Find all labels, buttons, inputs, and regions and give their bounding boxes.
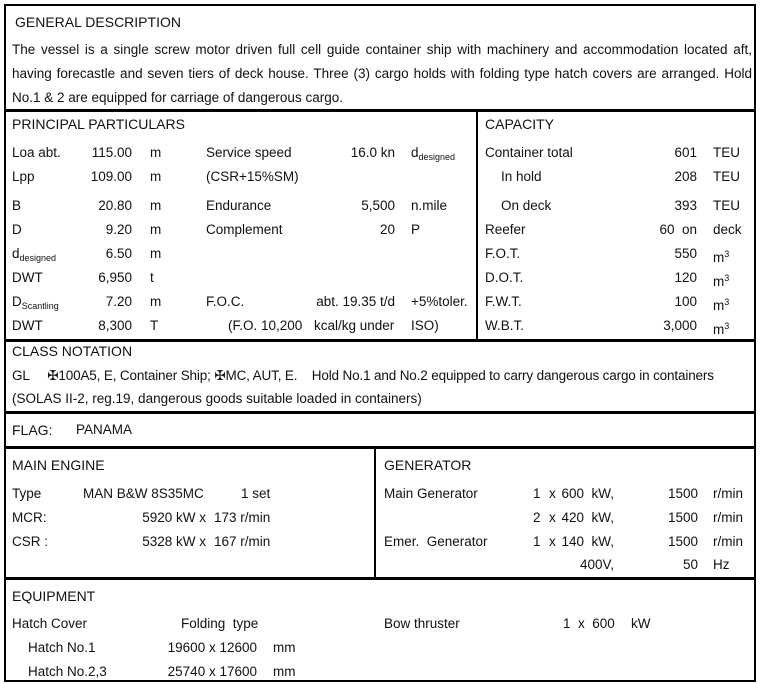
endurance-unit: n.mile <box>411 198 448 213</box>
service-speed-label: Service speed <box>206 145 292 160</box>
row-x: x <box>549 486 556 501</box>
row-unit: r/min <box>713 486 743 501</box>
generator-title: GENERATOR <box>384 457 472 473</box>
row-rpm: 1500 <box>667 510 698 525</box>
class-notation-line1: GL ✠100A5, E, Container Ship; ✠MC, AUT, E. Hold No.1 and No.2 equipped to carry dangerous cargo in containers <box>12 368 714 383</box>
row-unit: T <box>150 318 159 333</box>
row-value: 109.00 <box>90 169 132 184</box>
row-label: $d_{designed}$ <box>12 246 57 263</box>
row-unit: deck <box>713 222 742 237</box>
hatch1-dimensions: 19600 x 12600 <box>167 640 257 655</box>
row-unit: m <box>150 169 162 184</box>
row-value: 6,950 <box>98 270 132 285</box>
row-label: $D_{Scantling}$ <box>12 294 59 311</box>
divider <box>4 446 756 449</box>
row-label: On deck <box>501 198 552 213</box>
row-unit: m <box>150 145 162 160</box>
row-unit: m <box>150 246 162 261</box>
engine-type-qty: 1 set <box>241 486 271 501</box>
row-unit: TEU <box>713 198 740 213</box>
row-value: 120 <box>674 270 697 285</box>
row-power: 400V, <box>579 557 614 572</box>
csr-label: CSR : <box>12 534 49 549</box>
row-unit: TEU <box>713 145 740 160</box>
engine-type-value: MAN B&W 8S35MC <box>83 486 204 501</box>
class-notation-line2: (SOLAS II-2, reg.19, dangerous goods suitable loaded in containers) <box>12 391 422 406</box>
row-qty: 2 <box>533 510 541 525</box>
row-label: DWT <box>12 270 43 285</box>
hatch1-label: Hatch No.1 <box>28 640 96 655</box>
mcr-power: 5920 kW x <box>142 510 206 525</box>
hatch23-unit: mm <box>273 664 296 679</box>
csr-speed: 167 r/min <box>214 534 271 549</box>
mcr-label: MCR: <box>12 510 47 525</box>
divider <box>4 411 756 414</box>
flag-label: FLAG: <box>12 422 53 438</box>
row-value: 3,000 <box>663 318 697 333</box>
hatch1-unit: mm <box>273 640 296 655</box>
bow-thruster-value: 1 x 600 <box>563 616 615 631</box>
row-label: F.W.T. <box>485 294 522 309</box>
service-speed-draft: $d_{designed}$ <box>411 145 456 162</box>
row-unit: r/min <box>713 510 743 525</box>
foc-note-a: (F.O. 10,200 <box>228 318 303 333</box>
row-value: 393 <box>674 198 697 213</box>
class-notation-title: CLASS NOTATION <box>12 343 133 359</box>
endurance-value: 5,500 <box>361 198 395 213</box>
foc-unit: +5%toler. <box>411 294 468 309</box>
row-label: In hold <box>501 169 542 184</box>
row-qty: 1 <box>533 486 541 501</box>
general-description-text: The vessel is a single screw motor driven full cell guide container ship with machinery and accommodation located aft, having forecastle and seven tiers of deck house. Three (3) cargo holds with folding type hatch covers are arranged. Hold No.1 & 2 are equipped for carriage of dangerous cargo. <box>12 42 752 105</box>
row-unit: Hz <box>713 557 730 572</box>
bow-thruster-label: Bow thruster <box>384 616 460 631</box>
divider <box>4 577 756 580</box>
row-rpm: 50 <box>682 557 698 572</box>
mcr-speed: 173 r/min <box>214 510 271 525</box>
row-x: x <box>549 510 556 525</box>
row-rpm: 1500 <box>667 486 698 501</box>
row-power: 140 kW, <box>561 534 614 549</box>
row-label: Main Generator <box>384 486 478 501</box>
foc-note-c: ISO) <box>411 318 439 333</box>
row-value: 208 <box>674 169 697 184</box>
row-value: 6.50 <box>105 246 132 261</box>
row-unit: r/min <box>713 534 743 549</box>
complement-value: 20 <box>379 222 395 237</box>
hatch23-dimensions: 25740 x 17600 <box>167 664 257 679</box>
hatch23-label: Hatch No.2,3 <box>28 664 107 679</box>
endurance-label: Endurance <box>206 198 272 213</box>
main-engine-title: MAIN ENGINE <box>12 457 105 473</box>
column-divider <box>476 110 478 340</box>
row-label: Container total <box>485 145 573 160</box>
equipment-title: EQUIPMENT <box>12 588 96 604</box>
row-label: Reefer <box>485 222 526 237</box>
csr-note: (CSR+15%SM) <box>206 169 299 184</box>
row-value: 8,300 <box>98 318 132 333</box>
row-label: B <box>12 198 22 213</box>
column-divider <box>374 447 376 578</box>
foc-value: abt. 19.35 t/d <box>316 294 395 309</box>
row-label: Lpp <box>12 169 35 184</box>
general-description-title: GENERAL DESCRIPTION <box>15 14 181 30</box>
engine-type-label: Type <box>12 486 42 501</box>
foc-note-b: kcal/kg under <box>314 318 395 333</box>
csr-power: 5328 kW x <box>142 534 206 549</box>
row-rpm: 1500 <box>667 534 698 549</box>
row-value: 550 <box>674 246 697 261</box>
row-unit: TEU <box>713 169 740 184</box>
foc-label: F.O.C. <box>206 294 245 309</box>
row-label: Emer. Generator <box>384 534 488 549</box>
principal-particulars-title: PRINCIPAL PARTICULARS <box>12 116 185 132</box>
row-x: x <box>549 534 556 549</box>
row-value: 7.20 <box>105 294 132 309</box>
row-label: D <box>12 222 22 237</box>
service-speed-value: 16.0 kn <box>350 145 395 160</box>
row-unit: m <box>150 294 162 309</box>
complement-label: Complement <box>206 222 283 237</box>
row-unit: $m^3$ <box>713 321 730 337</box>
row-unit: m <box>150 198 162 213</box>
complement-unit: P <box>411 222 421 237</box>
row-label: D.O.T. <box>485 270 524 285</box>
row-label: Loa abt. <box>12 145 61 160</box>
flag-value: PANAMA <box>76 422 133 437</box>
row-label: F.O.T. <box>485 246 521 261</box>
capacity-title: CAPACITY <box>485 116 554 132</box>
row-value: 20.80 <box>98 198 132 213</box>
row-label: DWT <box>12 318 43 333</box>
row-value: 601 <box>674 145 697 160</box>
bow-thruster-unit: kW <box>631 616 651 631</box>
row-label: W.B.T. <box>485 318 525 333</box>
row-qty: 1 <box>533 534 541 549</box>
row-power: 420 kW, <box>561 510 614 525</box>
row-value: 100 <box>674 294 697 309</box>
row-unit: $m^3$ <box>713 273 730 289</box>
row-unit: m <box>150 222 162 237</box>
row-value: 9.20 <box>105 222 132 237</box>
row-unit: $m^3$ <box>713 249 730 265</box>
row-value: 60 on <box>659 222 697 237</box>
row-value: 115.00 <box>91 145 132 160</box>
hatch-cover-type: Folding type <box>181 616 259 631</box>
row-power: 600 kW, <box>561 486 614 501</box>
divider <box>4 339 756 342</box>
hatch-cover-label: Hatch Cover <box>12 616 88 631</box>
row-unit: t <box>150 270 154 285</box>
row-unit: $m^3$ <box>713 297 730 313</box>
